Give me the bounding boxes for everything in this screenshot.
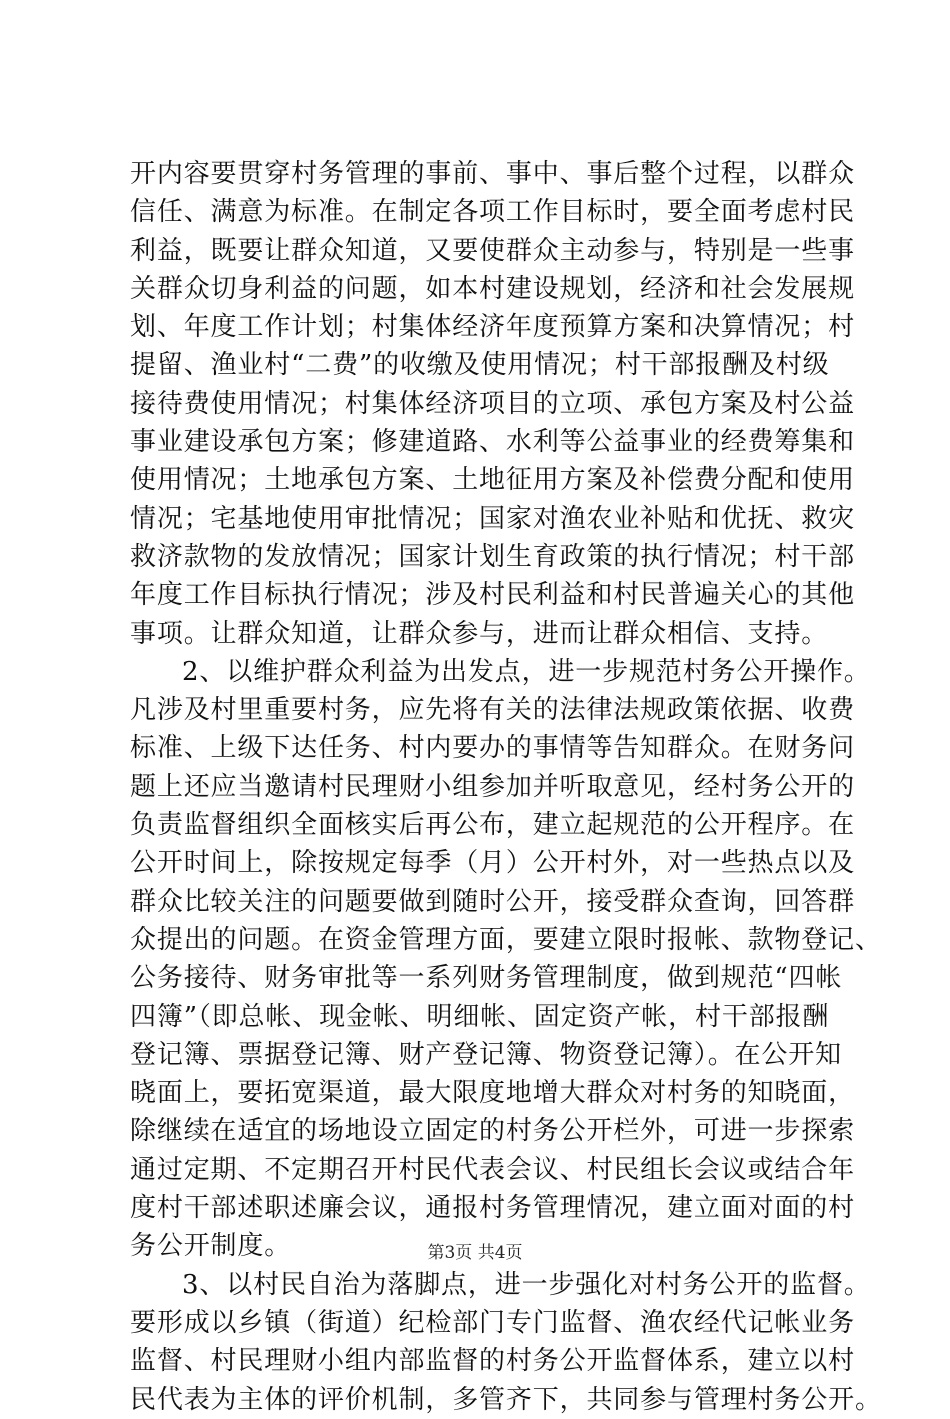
text-line: 四簿”（即总帐、现金帐、明细帐、固定资产帐，村干部报酬 <box>130 1001 830 1032</box>
text-line: 通过定期、不定期召开村民代表会议、村民组长会议或结合年 <box>130 1154 855 1185</box>
text-line: 年度工作目标执行情况；涉及村民利益和村民普遍关心的其他 <box>130 580 855 611</box>
text-line: 登记簿、票据登记簿、财产登记簿、物资登记簿）。在公开知 <box>130 1039 842 1070</box>
paragraph-first-line: 2、以维护群众利益为出发点，进一步规范村务公开操作。 <box>182 656 871 687</box>
text-line: 使用情况；土地承包方案、土地征用方案及补偿费分配和使用 <box>130 465 855 496</box>
text-line: 划、年度工作计划；村集体经济年度预算方案和决算情况；村 <box>130 312 855 343</box>
text-line: 公开时间上，除按规定每季（月）公开村外，对一些热点以及 <box>130 848 855 879</box>
text-line: 晓面上，要拓宽渠道，最大限度地增大群众对村务的知晓面， <box>130 1078 855 1109</box>
text-line: 事业建设承包方案；修建道路、水利等公益事业的经费筹集和 <box>130 427 855 458</box>
text-line: 利益，既要让群众知道，又要使群众主动参与，特别是一些事 <box>130 235 855 266</box>
text-line: 民代表为主体的评价机制，多管齐下，共同参与管理村务公开。 <box>130 1384 882 1415</box>
text-line: 众提出的问题。在资金管理方面，要建立限时报帐、款物登记、 <box>130 924 882 955</box>
text-line: 信任、满意为标准。在制定各项工作目标时，要全面考虑村民 <box>130 197 855 228</box>
text-line: 凡涉及村里重要村务，应先将有关的法律法规政策依据、收费 <box>130 695 855 726</box>
text-line: 度村干部述职述廉会议，通报村务管理情况，建立面对面的村 <box>130 1193 855 1224</box>
text-line: 监督、村民理财小组内部监督的村务公开监督体系，建立以村 <box>130 1346 855 1377</box>
text-line: 接待费使用情况；村集体经济项目的立项、承包方案及村公益 <box>130 388 855 419</box>
text-line: 群众比较关注的问题要做到随时公开，接受群众查询，回答群 <box>130 886 855 917</box>
text-line: 提留、渔业村“二费”的收缴及使用情况；村干部报酬及村级 <box>130 350 830 381</box>
text-line: 除继续在适宜的场地设立固定的村务公开栏外，可进一步探索 <box>130 1116 855 1147</box>
text-line: 负责监督组织全面核实后再公布，建立起规范的公开程序。在 <box>130 810 855 841</box>
text-line: 关群众切身利益的问题，如本村建设规划，经济和社会发展规 <box>130 273 855 304</box>
text-line: 要形成以乡镇（街道）纪检部门专门监督、渔农经代记帐业务 <box>130 1307 855 1338</box>
text-line: 公务接待、财务审批等一系列财务管理制度，做到规范“四帐 <box>130 963 843 994</box>
text-line: 开内容要贯穿村务管理的事前、事中、事后整个过程，以群众 <box>130 159 855 189</box>
text-line: 务公开制度。 <box>130 1231 292 1262</box>
text-line: 救济款物的发放情况；国家计划生育政策的执行情况；村干部 <box>130 541 855 572</box>
text-line: 事项。让群众知道，让群众参与，进而让群众相信、支持。 <box>130 618 829 649</box>
text-line: 题上还应当邀请村民理财小组参加并听取意见，经村务公开的 <box>130 771 855 802</box>
text-line: 情况；宅基地使用审批情况；国家对渔农业补贴和优抚、救灾 <box>130 503 855 534</box>
document-body <box>130 155 882 1419</box>
paragraph-first-line: 3、以村民自治为落脚点，进一步强化对村务公开的监督。 <box>182 1269 871 1300</box>
text-line: 标准、上级下达任务、村内要办的事情等告知群众。在财务问 <box>130 733 855 764</box>
page-number-footer: 第3页 共4页 <box>427 1243 523 1263</box>
